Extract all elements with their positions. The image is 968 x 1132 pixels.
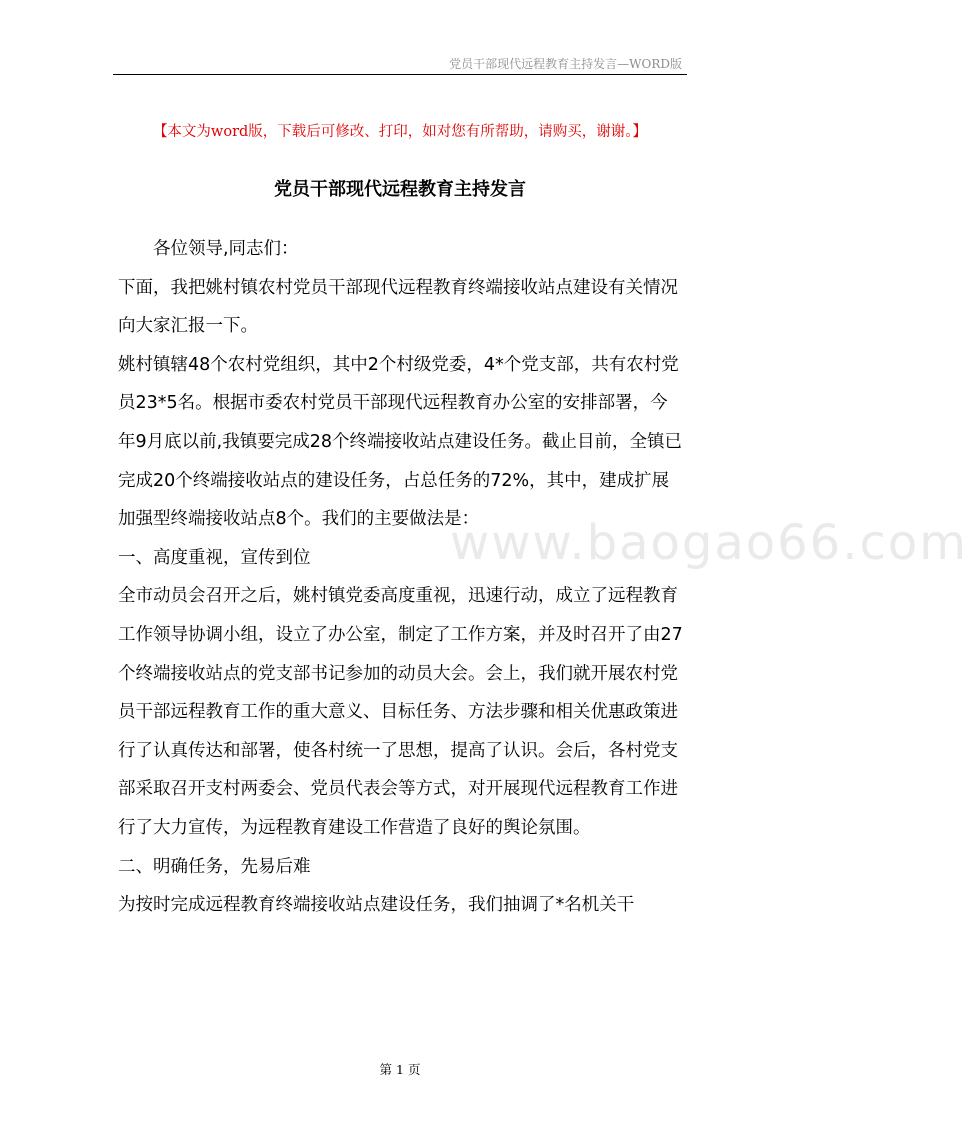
overview-paragraph: 姚村镇辖48个农村党组织，其中2个村级党委，4*个党支部，共有农村党员23*5名。根据市委农村党员干部现代远程教育办公室的安排部署，今年9月底以前,我镇要完成28个终端接收站点建设任务。截止目前，全镇已完成20个终端接收站点的建设任务，占总任务的72%，其中，建成扩展加强型终端接收站点8个。我们的主要做法是： [118, 354, 682, 530]
page-number: 第 1 页 [379, 1062, 421, 1077]
document-body [118, 230, 685, 925]
section-1-paragraph: 全市动员会召开之后，姚村镇党委高度重视，迅速行动，成立了远程教育工作领导协调小组，设立了办公室，制定了工作方案，并及时召开了由27个终端接收站点的党支部书记参加的动员大会。会上，我们就开展农村党员干部远程教育工作的重大意义、目标任务、方法步骤和相关优惠政策进行了认真传达和部署，使各村统一了思想，提高了认识。会后，各村党支部采取召开支村两委会、党员代表会等方式，对开展现代远程教育工作进行了大力宣传，为远程教育建设工作营造了良好的舆论氛围。 [118, 586, 683, 838]
header-divider [113, 74, 687, 75]
document-title: 党员干部现代远程教育主持发言 [274, 179, 526, 200]
intro-paragraph: 下面，我把姚村镇农村党员干部现代远程教育终端接收站点建设有关情况向大家汇报一下。 [118, 277, 678, 337]
site-watermark: www.baogao66.com [450, 515, 968, 571]
section-heading-2: 二、明确任务，先易后难 [118, 856, 311, 877]
download-notice: 【本文为word版，下载后可修改、打印，如对您有所帮助，请购买，谢谢。】 [152, 124, 648, 140]
greeting-paragraph: 各位领导,同志们： [153, 239, 299, 259]
section-heading-1: 一、高度重视，宣传到位 [118, 547, 311, 568]
running-header: 党员干部现代远程教育主持发言—WORD版 [449, 57, 682, 71]
section-2-paragraph: 为按时完成远程教育终端接收站点建设任务，我们抽调了*名机关干 [118, 895, 635, 916]
